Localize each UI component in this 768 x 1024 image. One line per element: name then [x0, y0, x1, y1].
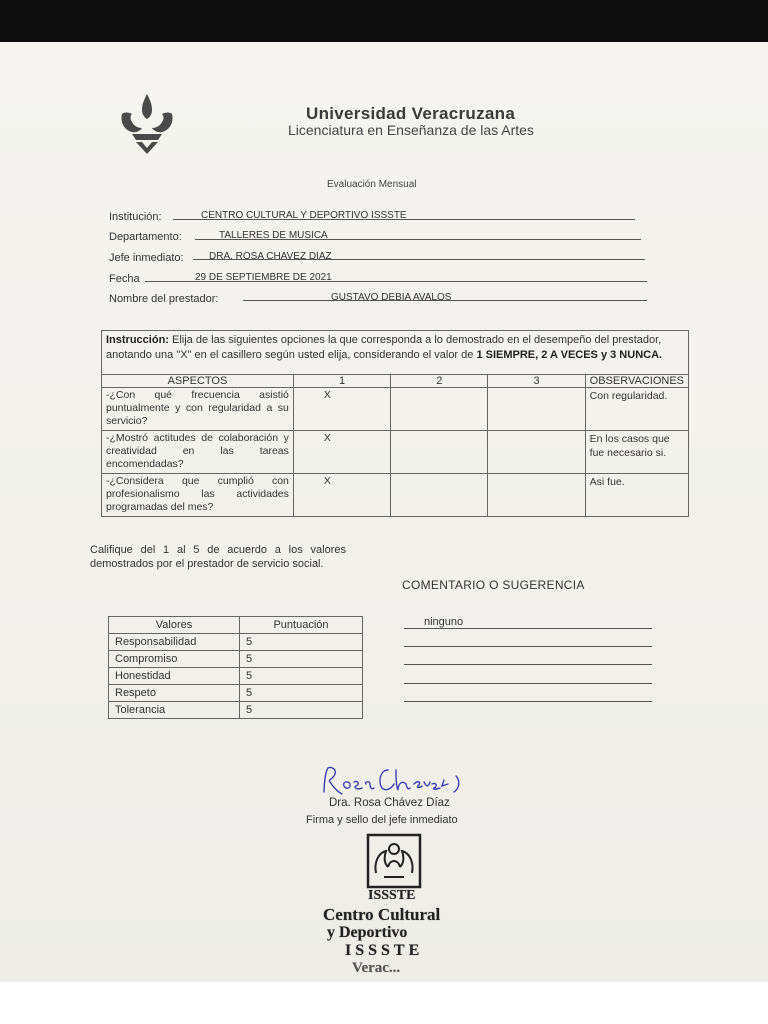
aspects-table: [101, 374, 689, 517]
mark-col-2[interactable]: [391, 431, 488, 474]
valor-score[interactable]: 5: [240, 651, 363, 668]
observation-text: Asi fue.: [585, 474, 688, 517]
mark-col-3[interactable]: [488, 474, 585, 517]
observation-text: En los casos que fue necesario si.: [585, 431, 688, 474]
valor-score[interactable]: 5: [240, 668, 363, 685]
institucion-label: Institución:: [109, 211, 162, 223]
table-row: [109, 634, 363, 651]
aspect-text: -¿Considera que cumplió con profesionalismo las actividades programadas del mes?: [102, 474, 294, 517]
table-row: [102, 431, 689, 474]
table-row: [102, 388, 689, 431]
departamento-field: [109, 230, 328, 243]
calificacion-instructions: Califique del 1 al 5 de acuerdo a los valores demostrados por el prestador de servicio social.: [90, 544, 346, 570]
valor-name: Compromiso: [109, 651, 240, 668]
table-row: [102, 474, 689, 517]
university-name: Universidad Veracruzana: [306, 104, 516, 123]
mark-col-1[interactable]: X: [293, 388, 390, 431]
comentario-line: [404, 683, 652, 684]
comentario-title: COMENTARIO O SUGERENCIA: [402, 578, 585, 592]
stamp-text: Verac...: [352, 960, 401, 976]
top-background-band: [0, 0, 768, 42]
header-col-2: 2: [391, 375, 488, 388]
table-row: [109, 685, 363, 702]
fecha-field: [109, 272, 332, 285]
issste-stamp-icon: [366, 833, 422, 889]
header-valores: Valores: [109, 617, 240, 634]
mark-col-2[interactable]: [391, 474, 488, 517]
instruction-lead: Instrucción:: [106, 334, 169, 346]
fecha-value: 29 DE SEPTIEMBRE DE 2021: [195, 272, 332, 283]
mark-col-1[interactable]: X: [293, 474, 390, 517]
valores-table: [108, 616, 363, 719]
mark-col-3[interactable]: [488, 388, 585, 431]
aspects-header-row: [102, 375, 689, 388]
table-row: [109, 668, 363, 685]
valor-name: Responsabilidad: [109, 634, 240, 651]
institucion-field: [109, 210, 407, 223]
prestador-field: [109, 292, 452, 305]
valor-score[interactable]: 5: [240, 702, 363, 719]
prestador-label: Nombre del prestador:: [109, 293, 219, 305]
valor-score[interactable]: 5: [240, 685, 363, 702]
institucion-value: CENTRO CULTURAL Y DEPORTIVO ISSSTE: [201, 210, 407, 221]
valor-name: Tolerancia: [109, 702, 240, 719]
valor-name: Honestidad: [109, 668, 240, 685]
table-row: [109, 651, 363, 668]
jefe-label: Jefe inmediato:: [109, 252, 184, 264]
comentario-line: [404, 628, 652, 629]
jefe-value: DRA. ROSA CHAVEZ DIAZ: [209, 251, 332, 262]
aspect-text: -¿Con qué frecuencia asistió puntualmente y con regularidad a su servicio?: [102, 388, 294, 431]
mark-col-3[interactable]: [488, 431, 585, 474]
header-col-1: 1: [293, 375, 390, 388]
signature-caption: Firma y sello del jefe inmediato: [306, 814, 458, 826]
handwritten-signature: [318, 762, 478, 802]
observation-text: Con regularidad.: [585, 388, 688, 431]
stamp-text: ISSSTE: [345, 942, 424, 959]
mark-col-1[interactable]: X: [293, 431, 390, 474]
program-name: Licenciatura en Enseñanza de las Artes: [288, 122, 534, 138]
table-row: [109, 702, 363, 719]
header-observaciones: OBSERVACIONES: [585, 375, 688, 388]
bottom-background-band: [0, 982, 768, 1024]
departamento-label: Departamento:: [109, 231, 182, 243]
jefe-field: [109, 251, 332, 264]
valor-score[interactable]: 5: [240, 634, 363, 651]
header-col-3: 3: [488, 375, 585, 388]
university-logo-icon: [118, 92, 176, 156]
comentario-line: [404, 646, 652, 647]
stamp-text: y Deportivo: [327, 924, 408, 941]
signer-name: Dra. Rosa Chávez Díaz: [329, 797, 450, 809]
departamento-value: TALLERES DE MUSICA: [219, 230, 328, 241]
prestador-value: GUSTAVO DEBIA AVALOS: [331, 292, 452, 303]
fecha-label: Fecha: [109, 273, 140, 285]
form-title: Evaluación Mensual: [327, 179, 417, 190]
comentario-line: [404, 701, 652, 702]
instruction-box: [101, 330, 689, 374]
header-aspectos: ASPECTOS: [102, 375, 294, 388]
comentario-value: ninguno: [424, 616, 464, 628]
instruction-scale: 1 SIEMPRE, 2 A VECES y 3 NUNCA.: [476, 349, 663, 361]
aspect-text: -¿Mostró actitudes de colaboración y creatividad en las tareas encomendadas?: [102, 431, 294, 474]
comentario-line: [404, 664, 652, 665]
instruction-text: Elija de las siguientes opciones la que corresponda a lo demostrado en el desempeño del prestador, anotando una "X" en el casillero según usted elija, considerando el valor de: [106, 334, 662, 361]
stamp-text: Centro Cultural: [323, 905, 441, 924]
stamp-text: ISSSTE: [368, 888, 416, 903]
valor-name: Respeto: [109, 685, 240, 702]
mark-col-2[interactable]: [391, 388, 488, 431]
valores-header-row: [109, 617, 363, 634]
header-puntuacion: Puntuación: [240, 617, 363, 634]
